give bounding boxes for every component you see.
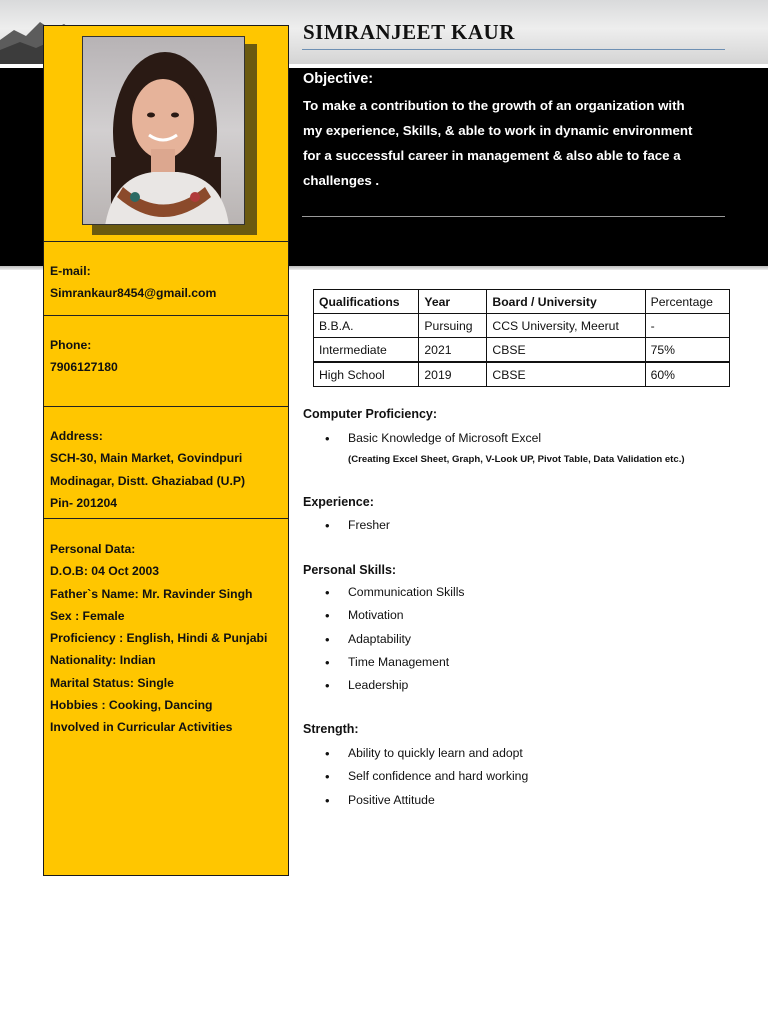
personal-data-block	[50, 538, 286, 739]
sidebar-divider	[44, 241, 288, 242]
email-label: E-mail:	[50, 264, 91, 278]
personal-line: Hobbies : Cooking, Dancing	[50, 698, 213, 713]
personal-data-label: Personal Data:	[50, 542, 136, 556]
personal-line: Involved in Curricular Activities	[50, 720, 233, 735]
list-item: • Leadership	[303, 674, 465, 697]
table-cell: 2019	[419, 362, 487, 387]
email-block	[50, 260, 286, 305]
personal-line: Marital Status: Single	[50, 675, 174, 690]
sidebar-divider	[44, 406, 288, 407]
personal-line: Nationality: Indian	[50, 653, 156, 668]
table-cell: CCS University, Meerut	[487, 314, 645, 338]
personal-line: Proficiency : English, Hindi & Punjabi	[50, 631, 268, 646]
experience-list	[303, 514, 390, 537]
address-line: Modinagar, Distt. Ghaziabad (U.P)	[50, 473, 246, 488]
personal-line: D.O.B: 04 Oct 2003	[50, 564, 160, 579]
table-cell: 2021	[419, 338, 487, 363]
table-cell: 60%	[645, 362, 729, 387]
objective-line: my experience, Skills, & able to work in dynamic environment	[303, 123, 693, 138]
profile-photo	[82, 36, 245, 225]
personal-line: Sex : Female	[50, 608, 125, 623]
sidebar-divider	[44, 518, 288, 519]
list-item: • Communication Skills	[303, 581, 465, 604]
table-cell: Pursuing	[419, 314, 487, 338]
list-item: • Motivation	[303, 604, 465, 627]
portrait-illustration	[83, 37, 245, 225]
column-header: Board / University	[487, 290, 645, 314]
list-item: • Time Management	[303, 651, 465, 674]
column-header: Qualifications	[314, 290, 419, 314]
phone-value: 7906127180	[50, 360, 118, 375]
table-row	[314, 362, 730, 387]
table-cell: High School	[314, 362, 419, 387]
table-cell: -	[645, 314, 729, 338]
phone-label: Phone:	[50, 338, 92, 352]
computer-proficiency-list	[303, 427, 541, 450]
table-cell: Intermediate	[314, 338, 419, 363]
email-value: Simrankaur8454@gmail.com	[50, 286, 217, 301]
phone-block	[50, 334, 286, 379]
column-header: Year	[419, 290, 487, 314]
experience-heading: Experience:	[303, 495, 374, 509]
personal-skills-heading: Personal Skills:	[303, 563, 397, 577]
objective-line: for a successful career in management & also able to face a	[303, 148, 681, 163]
candidate-name: SIMRANJEET KAUR	[303, 20, 515, 44]
address-block	[50, 425, 286, 514]
list-item: • Adaptability	[303, 628, 465, 651]
objective-divider	[302, 216, 725, 217]
list-item: • Basic Knowledge of Microsoft Excel	[303, 427, 541, 450]
address-line: SCH-30, Main Market, Govindpuri	[50, 451, 243, 466]
list-item: • Fresher	[303, 514, 390, 537]
computer-proficiency-heading: Computer Proficiency:	[303, 407, 438, 421]
personal-skills-list	[303, 581, 465, 697]
strength-heading: Strength:	[303, 722, 359, 736]
objective-heading: Objective:	[303, 71, 374, 87]
list-item: • Ability to quickly learn and adopt	[303, 742, 528, 765]
sidebar-divider	[44, 315, 288, 316]
personal-line: Father`s Name: Mr. Ravinder Singh	[50, 586, 253, 601]
name-underline	[302, 49, 725, 50]
table-header-row	[314, 290, 730, 314]
column-header: Percentage	[645, 290, 729, 314]
excel-skills-note: (Creating Excel Sheet, Graph, V-Look UP, Pivot Table, Data Validation etc.)	[348, 454, 685, 465]
strength-list	[303, 742, 528, 812]
address-line: Pin- 201204	[50, 495, 118, 510]
table-row	[314, 338, 730, 363]
table-cell: CBSE	[487, 362, 645, 387]
list-item: • Self confidence and hard working	[303, 765, 528, 788]
list-item: • Positive Attitude	[303, 789, 528, 812]
table-cell: CBSE	[487, 338, 645, 363]
table-cell: B.B.A.	[314, 314, 419, 338]
address-label: Address:	[50, 429, 103, 443]
sidebar	[43, 25, 289, 876]
table-cell: 75%	[645, 338, 729, 363]
qualifications-table	[313, 289, 730, 387]
objective-line: To make a contribution to the growth of an organization with	[303, 98, 685, 113]
objective-text	[303, 93, 733, 193]
objective-line: challenges .	[303, 173, 380, 188]
table-row	[314, 314, 730, 338]
